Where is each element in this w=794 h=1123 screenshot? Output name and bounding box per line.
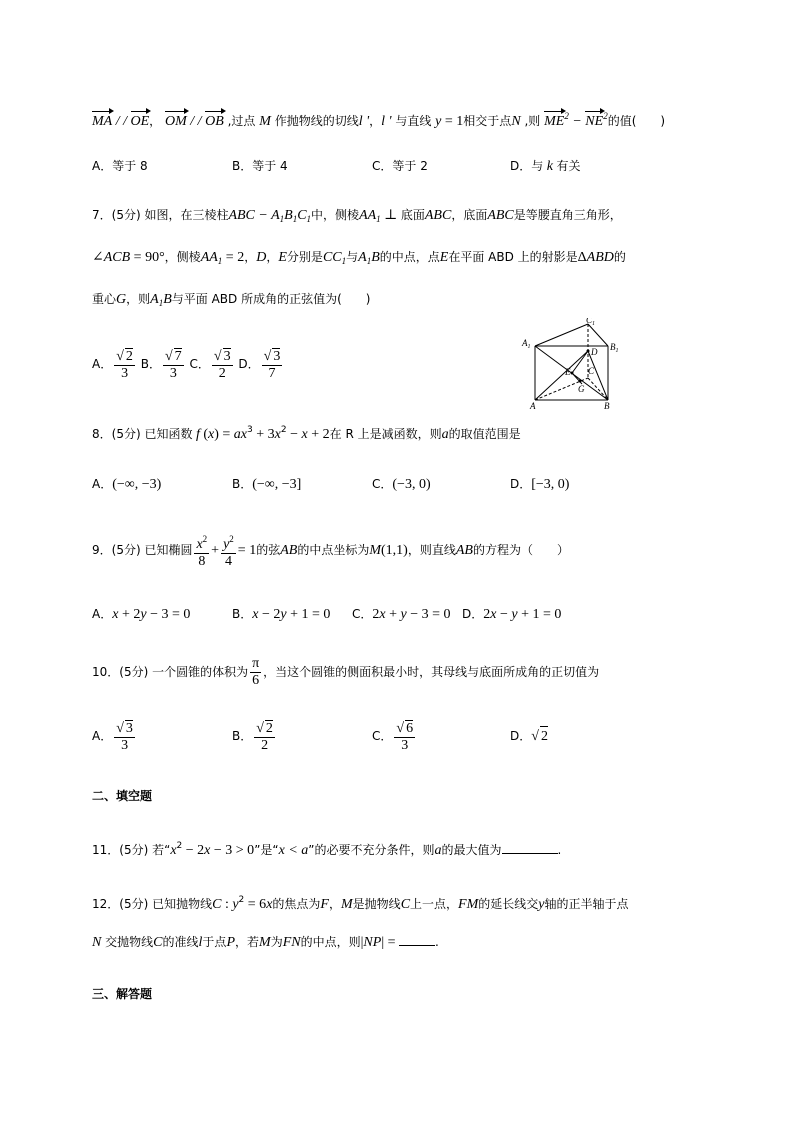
fig-label-e: E: [565, 367, 571, 377]
q8-option-b: B．(−∞, −3]: [232, 477, 302, 492]
q11-line: 11．(5分) 若“$x^2 - 2x - 3 > 0$”是“x < a”的必要不充分条件，则a的最大值为 .: [92, 841, 562, 858]
q8-option-d: D．[−3, 0): [510, 477, 570, 492]
q12-line1: 12．(5分) 已知抛物线C : $y^2 = 6x$的焦点为F，M是抛物线C上一点，FM的延长线交y轴的正半轴于点: [92, 895, 629, 912]
q6-option-c: C．等于 2: [372, 159, 428, 173]
q10-option-b: B． $\frac{√ 2}{2}$: [232, 720, 273, 753]
q10-option-a: A． $\frac{√ 3}{3}$: [92, 720, 133, 753]
q10-option-d: D．√ 2: [510, 726, 548, 747]
q9-option-b: B．x − 2y + 1 = 0: [232, 607, 331, 622]
q7-line3: 重心G，则$A_1B$与平面 ABD 所成角的正弦值为( ): [92, 292, 371, 308]
q6-option-b: B．等于 4: [232, 159, 288, 173]
fig-label-g: G: [578, 384, 585, 394]
section-answer-heading: 三、解答题: [92, 987, 153, 1001]
q7-line1: 7．(5分) 如图，在三棱柱ABC − $A_1B_1C_1$中，侧棱$AA_1$ ⊥ 底面ABC，底面ABC是等腰直角三角形，: [92, 208, 622, 224]
q8-line: 8．(5分) 已知函数 f $(x) = ax^3 + 3x^2 - x + 2$在 R 上是减函数，则a的取值范围是: [92, 425, 521, 442]
q8-option-c: C．(−3, 0): [372, 477, 431, 492]
answer-blank: [502, 853, 558, 854]
section-fill-in-heading: 二、填空题: [92, 789, 153, 803]
q6-option-a: A．等于 8: [92, 159, 148, 173]
fig-label-c1: $C_1$: [586, 318, 596, 327]
answer-blank: [399, 945, 435, 946]
q7-options: A． $\frac{√ 2}{3}$ B． $\frac{√ 7}{3}$ C． $\frac{√ 3}{2}$ D． $\frac{√ 3}{7}$: [92, 348, 281, 381]
q9-option-a: A．x + 2y − 3 = 0: [92, 607, 191, 622]
q7-line2: ∠ACB = 90°，侧棱$AA_1 = 2$，D，E分别是$CC_1$与$A_1B$的中点，点E在平面 ABD 上的射影是ΔABD的: [92, 250, 626, 266]
q12-line2: N 交抛物线C的准线l于点P，若M为FN的中点，则|NP| = .: [92, 935, 439, 950]
fig-label-c: C: [588, 366, 595, 376]
fig-label-a: A: [530, 401, 536, 410]
q10-option-c: C． $\frac{√ 6}{3}$: [372, 720, 414, 753]
q8-option-a: A．(−∞, −3): [92, 477, 162, 492]
q9-option-c: C．2x + y − 3 = 0: [352, 607, 451, 622]
prism-figure: [520, 318, 630, 410]
q9-option-d: D．2x − y + 1 = 0: [462, 607, 562, 622]
fig-label-b1: $B_1$: [610, 342, 619, 354]
fig-label-d: D: [591, 347, 598, 357]
q6-option-d: D．与 k 有关: [510, 159, 581, 174]
fig-label-b: B: [604, 401, 610, 410]
q6-line: MA / / OE， OM / / OB ,过点 M 作抛物线的切线l '，l ' 与直线 y = 1相交于点N ,则 $ME^2 - NE^2$的值( ): [92, 106, 665, 132]
q9-line: 9．(5分) 已知椭圆 $\frac{x^2}{8}$ + $\frac{y^2}{4}$ = 1的弦AB的中点坐标为M(1,1)，则直线AB的方程为（ ）: [92, 530, 569, 571]
fig-label-a1: $A_1$: [522, 338, 531, 350]
q10-line: 10．(5分) 一个圆锥的体积为 $\frac{\pi}{6}$ ，当这个圆锥的侧面积最小时，其母线与底面所成角的正切值为: [92, 656, 600, 688]
